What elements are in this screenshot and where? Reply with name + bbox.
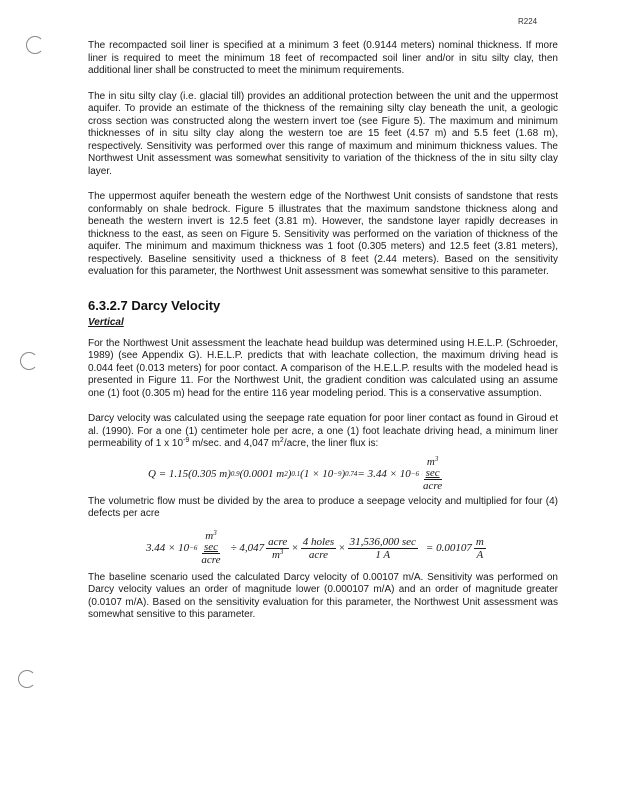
- holes-per-acre-fraction: $\frac{\text{4 holes}}{\text{acre}}$: [302, 535, 335, 561]
- paragraph-liner-spec: The recompacted soil liner is specified at a minimum 3 feet (0.9144 meters) nominal thickness. If more liner is required to meet the minimum 18 feet of recompacted soil liner and/or in situ silty clay, then additional liner shall be constructed to meet the minimum requirements.: [88, 40, 558, 76]
- liner-flux-equation: Q = 1.15(0.305 m) 0.9 (0.0001 m 2 ) 0.1 (1 × 10 −9 ) 0.74 = 3.44 × 10 −6 $m^3$ sec acre: [148, 454, 443, 492]
- subsection-heading: Vertical: [88, 316, 124, 328]
- paragraph-volumetric-flow: The volumetric flow must be divided by the area to produce a seepage velocity and multiplied for four (4) defects per acre: [88, 495, 558, 519]
- result-units-fraction: $\frac{m}{A}$: [475, 535, 484, 561]
- flux-fraction: $m^3$ sec acre: [201, 528, 221, 566]
- paragraph-darcy-calc: Darcy velocity was calculated using the seepage rate equation for poor liner contact as found in Giroud et al. (1990). For a one (1) centimeter hole per acre, a one (1) foot leachate driving head, a minimum liner permeability of 1 x $10^{-9}$ m/sec. and 4,047 $m^2$/acre, the liner flux is:: [88, 413, 558, 449]
- paragraph-silty-clay: The in situ silty clay (i.e. glacial till) provides an additional protection between the unit and the uppermost aquifer. To provide an estimate of the thickness of the remaining silty clay beneath the unit, a geologic cross section was constructed along the western invert toe (see Figure 5). The maximum and minimum thicknesses of in situ silty clay along the western toe are 15 feet (4.57 m) and 5.5 feet (1.68 m), respectively. Sensitivity was performed over this range of maximum and minimum thickness values. The Northwest Unit assessment was somewhat sensitivity to variation of the thickness of the in situ silty clay layer.: [88, 90, 558, 177]
- paragraph-baseline-scenario: The baseline scenario used the calculated Darcy velocity of 0.00107 m/A. Sensitivity was performed on Darcy velocity values an order of magnitude lower (0.000107 m/A) and an order of magnitude greater (0.0107 m/A). Based on the sensitivity evaluation for this parameter, the Northwest Unit assessment was somewhat sensitive to this parameter.: [88, 571, 558, 620]
- section-heading: 6.3.2.7 Darcy Velocity: [88, 297, 221, 313]
- area-conversion-fraction: $\frac{\text{acre}}{m^3}$: [268, 535, 288, 561]
- page-number: R224: [518, 17, 538, 26]
- paragraph-aquifer: The uppermost aquifer beneath the western edge of the Northwest Unit consists of sandstone that rests conformably on shale bedrock. Figure 5 illustrates that the maximum sandstone thickness along and beneath the western invert is 12.5 feet (3.81 m). However, the sandstone layer rapidly decreases in thickness to the east, as seen on Figure 5. Sensitivity was performed on the variation of thickness of the aquifer. The minimum and maximum thickness was 1 foot (0.305 meters) and 12.5 feet (3.81 meters), respectively. Baseline sensitivity used a thickness of 8 feet (2.44 meters). Based on the sensitivity evaluation for this parameter, the Northwest Unit assessment was somewhat sensitive to this parameter.: [88, 191, 558, 277]
- binder-hole-bottom: [18, 670, 36, 688]
- document-body: [88, 40, 558, 635]
- flux-units-fraction: $m^3$ sec acre: [423, 454, 443, 492]
- seepage-velocity-equation: 3.44 × 10 −6 $m^3$ sec acre ÷ 4,047 $\frac{\text{acre}}{m^3}$ × $\frac{\text{4 holes}}{\text{acre}}$ × $\frac{31,536,000 \sec}{1 A}$ = 0.00107 $\frac{m}{A}$: [146, 528, 484, 566]
- paragraph-help-model: For the Northwest Unit assessment the leachate head buildup was determined using H.E.L.P. (Schroeder, 1989) (see Appendix G). H.E.L.P. predicts that with leachate collection, the maximum driving head is 0.044 feet (0.013 meters) for poor contact. A comparison of the H.E.L.P. results with the modeled head is presented in Figure 11. For the Northwest Unit, the gradient condition was calculated using an assume one (1) foot (0.305 m) head for the entire 116 year modeling period. This is a conservative assumption.: [88, 337, 558, 399]
- binder-hole-top: [26, 36, 44, 54]
- seconds-per-year-fraction: $\frac{31,536,000 \sec}{1 A}$: [349, 535, 416, 561]
- binder-hole-middle: [20, 352, 38, 370]
